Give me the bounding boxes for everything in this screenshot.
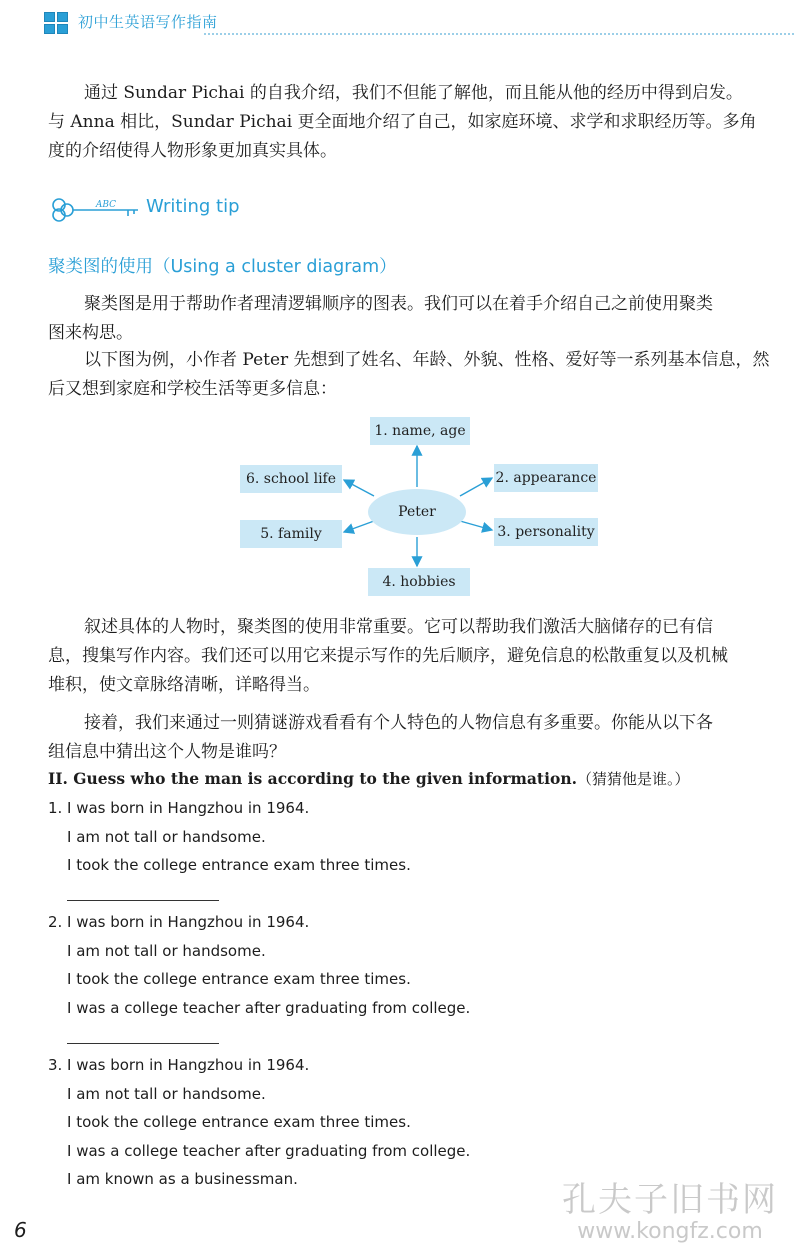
question-number: 2. <box>48 913 63 931</box>
text-line: 堆积，使文章脉络清晰，详略得当。 <box>48 675 320 695</box>
clue-line: I was a college teacher after graduating from college. <box>67 998 471 1017</box>
paragraph-cluster-definition <box>48 290 792 348</box>
section-title: 聚类图的使用（Using a cluster diagram） <box>48 257 397 277</box>
writing-tip-label: Writing tip <box>146 196 240 217</box>
book-title: 初中生英语写作指南 <box>78 13 218 31</box>
watermark <box>562 1172 778 1244</box>
text-line: 图来构思。 <box>48 323 133 343</box>
node-appearance: 2. appearance <box>494 464 598 492</box>
text-line: 通过 Sundar Pichai 的自我介绍，我们不但能了解他，而且能从他的经历中得到启发。 <box>84 83 743 103</box>
watermark-url: www.kongfz.com <box>577 1219 763 1244</box>
clue-line: I am not tall or handsome. <box>67 827 266 846</box>
clue-line: I am not tall or handsome. <box>67 941 266 960</box>
text-line: 叙述具体的人物时，聚类图的使用非常重要。它可以帮助我们激活大脑储存的已有信 <box>84 617 713 637</box>
node-family: 5. family <box>240 520 342 548</box>
clue-line: I am not tall or handsome. <box>67 1084 266 1103</box>
paragraph-guessing-game <box>48 709 792 767</box>
question-2 <box>48 908 648 1022</box>
intro-paragraph <box>48 79 792 166</box>
clue-line: I took the college entrance exam three times. <box>67 856 411 875</box>
text-line: 聚类图是用于帮助作者理清逻辑顺序的图表。我们可以在着手介绍自己之前使用聚类 <box>84 294 713 314</box>
paragraph-importance <box>48 613 792 700</box>
paragraph-example <box>48 346 792 404</box>
node-hobbies: 4. hobbies <box>368 568 470 596</box>
node-personality: 3. personality <box>494 518 598 546</box>
clue-line: I was a college teacher after graduating from college. <box>67 1141 471 1160</box>
question-number: 3. <box>48 1056 63 1074</box>
arrow-to-family <box>344 521 374 532</box>
clue-line: I am known as a businessman. <box>67 1170 298 1189</box>
watermark-text: 孔夫子旧书网 <box>562 1180 778 1220</box>
answer-blank-1[interactable] <box>67 900 219 901</box>
question-number: 1. <box>48 799 63 817</box>
question-3 <box>48 1051 648 1194</box>
clue-line: I took the college entrance exam three times. <box>67 970 411 989</box>
node-name-age: 1. name, age <box>370 417 470 445</box>
text-line: 后又想到家庭和学校生活等更多信息： <box>48 379 337 399</box>
exercise-note: （猜猜他是谁。） <box>576 770 690 788</box>
text-line: 与 Anna 相比，Sundar Pichai 更全面地介绍了自己，如家庭环境、求学和求职经历等。多角 <box>48 112 757 132</box>
grid-logo-icon <box>44 12 70 36</box>
clue-line: I was born in Hangzhou in 1964. <box>67 913 310 931</box>
key-icon <box>48 194 144 226</box>
running-header <box>44 10 794 38</box>
question-1 <box>48 794 648 880</box>
exercise-instruction: II. Guess who the man is according to the given information. <box>48 769 577 788</box>
text-line: 度的介绍使得人物形象更加真实具体。 <box>48 141 337 161</box>
page-number: 6 <box>14 1218 27 1242</box>
arrow-to-appearance <box>460 478 492 496</box>
header-dotted-divider <box>204 33 794 35</box>
answer-blank-2[interactable] <box>67 1043 219 1044</box>
clue-line: I was born in Hangzhou in 1964. <box>67 1056 310 1074</box>
arrow-to-school-life <box>344 480 374 496</box>
exercise-title <box>48 768 690 789</box>
center-node: Peter <box>368 489 466 535</box>
arrow-to-personality <box>460 521 492 530</box>
text-line: 组信息中猜出这个人物是谁吗？ <box>48 742 286 762</box>
cluster-diagram <box>238 416 600 600</box>
text-line: 接着，我们来通过一则猜谜游戏看看有个人特色的人物信息有多重要。你能从以下各 <box>84 713 713 733</box>
writing-tip-heading <box>48 190 308 230</box>
clue-line: I took the college entrance exam three times. <box>67 1113 411 1132</box>
key-label: ABC <box>95 200 117 210</box>
text-line: 息，搜集写作内容。我们还可以用它来提示写作的先后顺序，避免信息的松散重复以及机械 <box>48 646 728 666</box>
text-line: 以下图为例，小作者 Peter 先想到了姓名、年龄、外貌、性格、爱好等一系列基本信息，然 <box>84 350 770 370</box>
clue-line: I was born in Hangzhou in 1964. <box>67 799 310 817</box>
node-school-life: 6. school life <box>240 465 342 493</box>
